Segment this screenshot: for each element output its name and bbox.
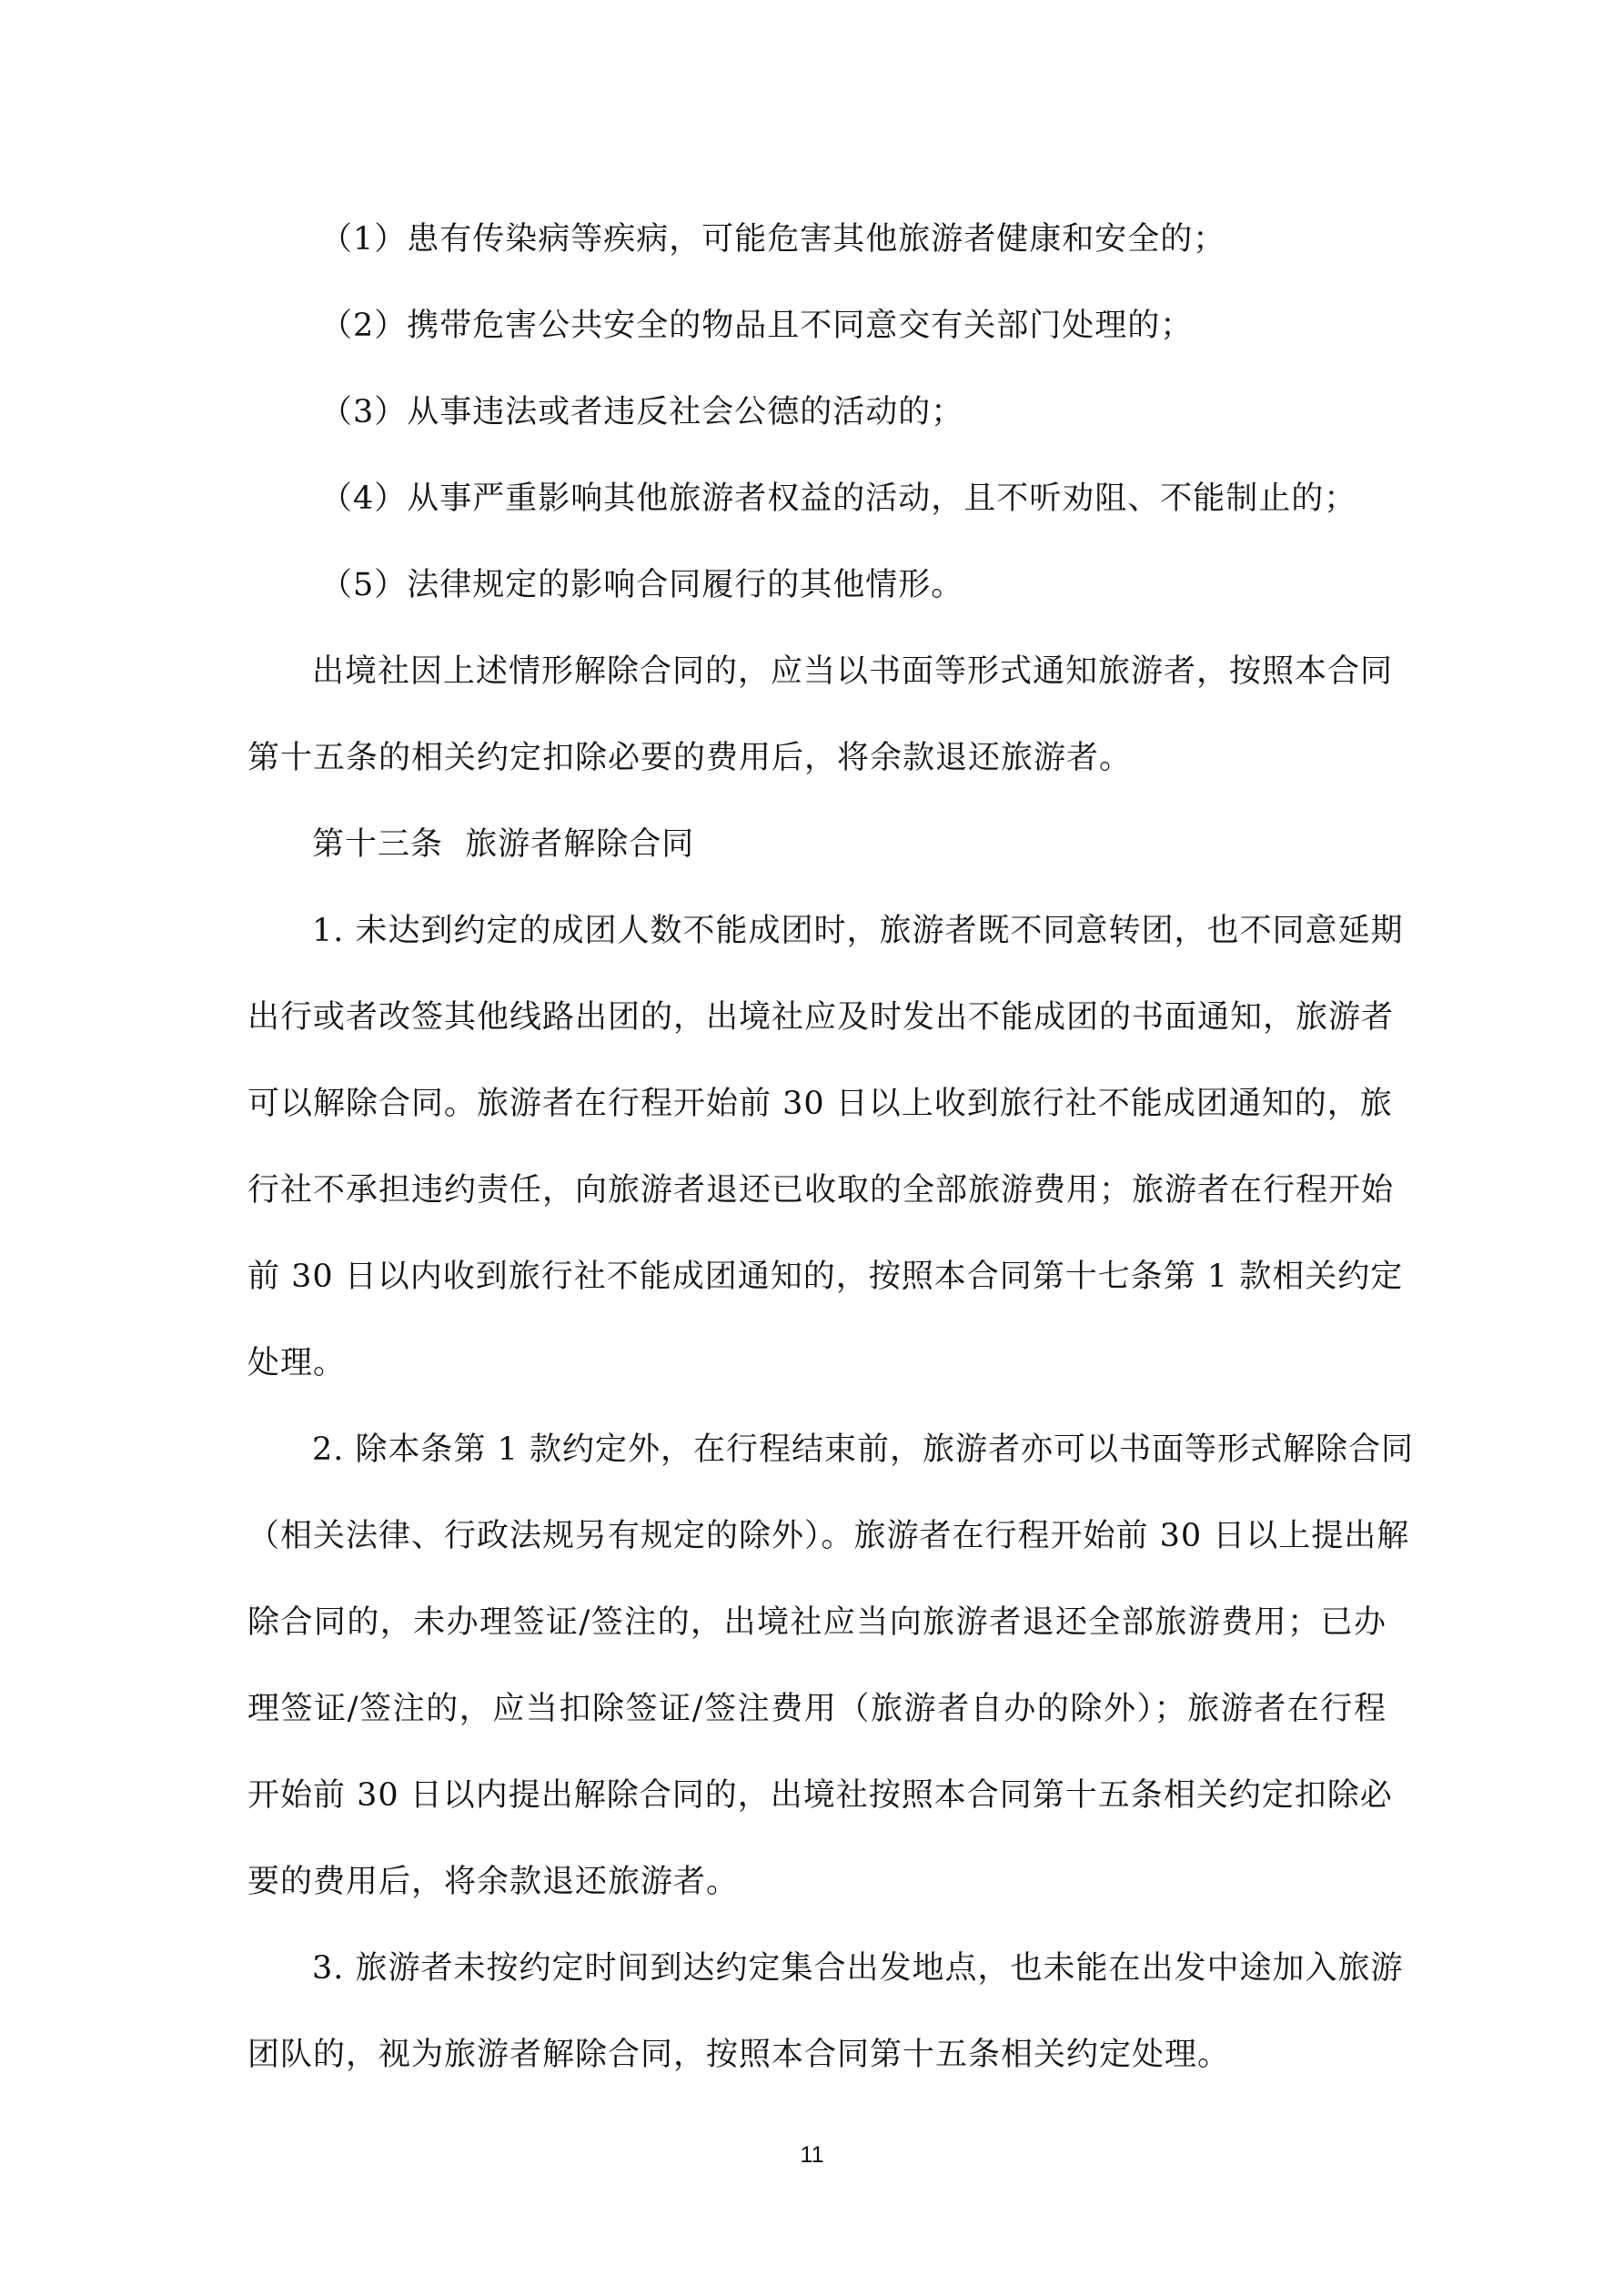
list-item: （4）从事严重影响其他旅游者权益的活动，且不听劝阻、不能制止的； [320, 480, 1357, 517]
article-heading [247, 802, 1387, 888]
paragraph-line: 1. 未达到约定的成团人数不能成团时，旅游者既不同意转团，也不同意延期 [312, 913, 1404, 949]
paragraph-line: 可以解除合同。旅游者在行程开始前 30 日以上收到旅行社不能成团通知的，旅 [247, 1086, 1393, 1122]
paragraph-line: 团队的，视为旅游者解除合同，按照本合同第十五条相关约定处理。 [247, 2037, 1231, 2073]
clause-3-paragraph [247, 1926, 1404, 2099]
agency-termination-paragraph [247, 629, 1394, 802]
paragraph-line: 要的费用后，将余款退还旅游者。 [247, 1864, 740, 1900]
paragraph-line: 出行或者改签其他线路出团的，出境社应及时发出不能成团的书面通知，旅游者 [247, 999, 1395, 1036]
paragraph-line: 行社不承担违约责任，向旅游者退还已收取的全部旅游费用；旅游者在行程开始 [247, 1172, 1395, 1209]
clause-1-paragraph [247, 888, 1404, 1407]
list-item: （3）从事违法或者违反社会公德的活动的； [320, 394, 964, 430]
page-number: 11 [800, 2142, 824, 2168]
paragraph-line: 3. 旅游者未按约定时间到达约定集合出发地点，也未能在出发中途加入旅游 [312, 1950, 1404, 1987]
paragraph-line: 第十五条的相关约定扣除必要的费用后，将余款退还旅游者。 [247, 740, 1133, 776]
paragraph-line: 理签证/签注的，应当扣除签证/签注费用（旅游者自办的除外）；旅游者在行程 [247, 1691, 1387, 1727]
list-item: （5）法律规定的影响合同履行的其他情形。 [320, 567, 964, 603]
clause-2-paragraph [247, 1407, 1415, 1926]
paragraph-line: 开始前 30 日以内提出解除合同的，出境社按照本合同第十五条相关约定扣除必 [247, 1777, 1393, 1814]
paragraph-line: 出境社因上述情形解除合同的，应当以书面等形式通知旅游者，按照本合同 [312, 653, 1394, 690]
paragraph-line: 前 30 日以内收到旅行社不能成团通知的，按照本合同第十七条第 1 款相关约定 [247, 1259, 1404, 1295]
paragraph-line: 除合同的，未办理签证/签注的，出境社应当向旅游者退还全部旅游费用；已办 [247, 1604, 1387, 1641]
situations-list [247, 197, 1387, 629]
list-item: （2）携带危害公共安全的物品且不同意交有关部门处理的； [320, 308, 1194, 344]
article-13-title: 第十三条 旅游者解除合同 [312, 826, 695, 863]
paragraph-line: （相关法律、行政法规另有规定的除外）。旅游者在行程开始前 30 日以上提出解 [247, 1518, 1410, 1554]
list-item: （1）患有传染病等疾病，可能危害其他旅游者健康和安全的； [320, 221, 1226, 258]
paragraph-line: 处理。 [247, 1345, 347, 1381]
paragraph-line: 2. 除本条第 1 款约定外，在行程结束前，旅游者亦可以书面等形式解除合同 [312, 1431, 1415, 1468]
